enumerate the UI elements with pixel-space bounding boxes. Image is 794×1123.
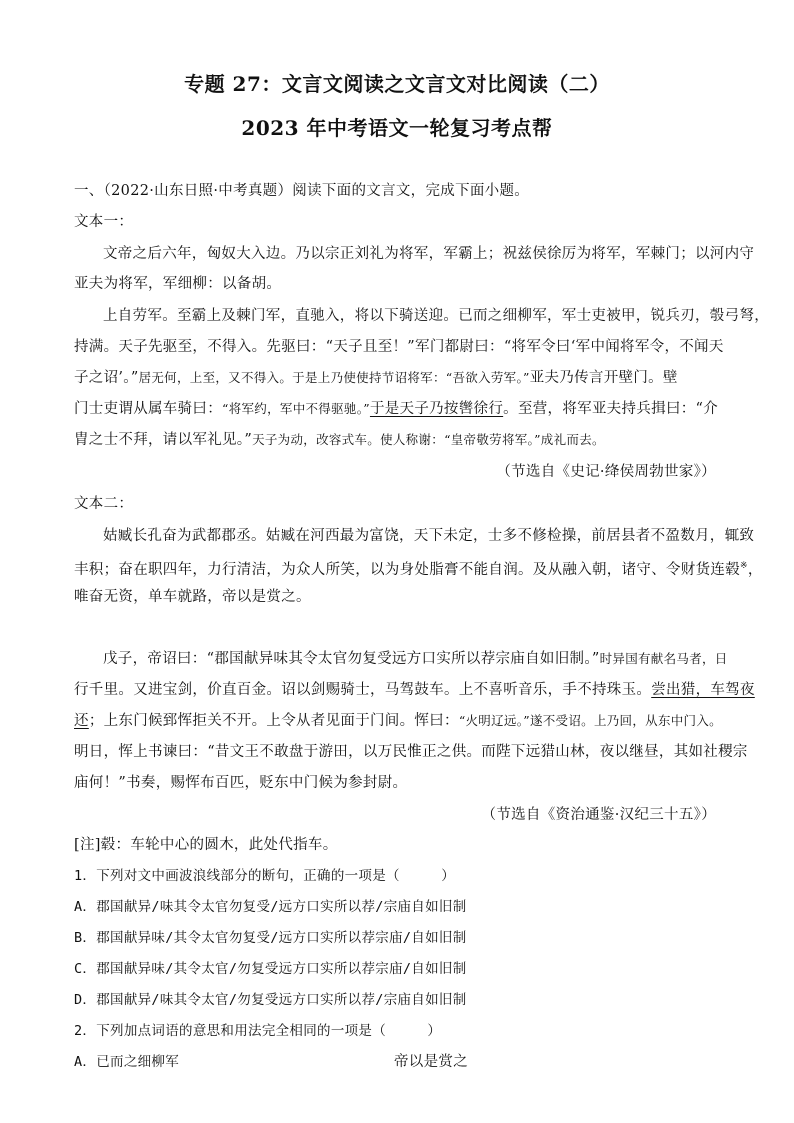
text2-p1-line2-end: ， — [747, 561, 763, 578]
question-2-stem — [74, 1021, 734, 1041]
text1-p2-line4-a: 门士吏谓从属车骑曰： — [74, 401, 222, 417]
annotation-note: [注]毂：车轮中心的圆木，此处代指车。 — [74, 837, 338, 853]
underlined-phrase-1: 尝出猎，车驾夜 — [651, 682, 755, 698]
text2-p1-line3: 唯奋无资，单车就路，帝以是赏之。 — [74, 589, 311, 605]
option-d-text: D．郡国献异/味其令太官/勿复受远方口实所以荐/宗庙自如旧制 — [74, 992, 467, 1008]
text1-p1-line2: 亚夫为将军，军细柳：以备胡。 — [74, 276, 282, 292]
text2-p2-line1-a: 戊子，帝诏曰： — [103, 651, 207, 667]
option-a-text: A．郡国献异/味其令太官勿复受/远方口实所以荐/宗庙自如旧制 — [74, 899, 467, 915]
text2-source: （节选自《资治通鉴·汉纪三十五》） — [481, 807, 716, 823]
text2-p2-line5 — [74, 773, 734, 793]
question-1-text: 1．下列对文中画波浪线部分的断句，正确的一项是（ ） — [74, 868, 456, 884]
text2-p2-line5-a: 庙何！” — [74, 775, 127, 791]
text2-p2-line1-c: 时异国有献名马者，日 — [599, 651, 728, 666]
text1-p2-line1: 上自劳军。至霸上及棘门军，直驰入，将以下骑送迎。已而之细柳军，军士吏被甲，锐兵刃，彀弓弩， — [103, 308, 769, 324]
text1-p2-line5-a: 胄之士不拜，请以军礼见。” — [74, 432, 253, 448]
text2-p2-line2 — [74, 680, 755, 700]
text1-p2-line3-d: 亚夫乃传言开壁门。壁 — [529, 370, 678, 386]
option-b-text: B．郡国献异味/其令太官勿复受/远方口实所以荐宗庙/自如旧制 — [74, 930, 467, 946]
text2-p1-line2 — [74, 556, 763, 580]
underlined-phrase-2: 还 — [74, 713, 89, 729]
text2-label: 文本二： — [74, 496, 134, 512]
text2-p1-line1: 姑臧长孔奋为武都郡丞。姑臧在河西最为富饶，天下未定，士多不修检操，前居县者不盈数月，辄致 — [103, 528, 755, 544]
wavy-sentence: “郡国献异味其令太官勿复受远方口实所以荐宗庙自如旧制。” — [206, 651, 600, 667]
question-1-option-b[interactable] — [74, 928, 734, 948]
text2-p1-line2-text: 丰积；奋在职四年，力行清洁，为众人所笑，以为身处脂膏不能自润。及从融入朝，诸守、令财货连毂 — [74, 561, 740, 578]
question-2-text: 2．下列加点词语的意思和用法完全相同的一项是（ ） — [74, 1023, 442, 1039]
text1-p1-line1: 文帝之后六年，匈奴大入边。乃以宗正刘礼为将军，军霸上；祝兹侯徐厉为将军，军棘门；以河内守 — [103, 246, 755, 262]
option-c-text: C．郡国献异味/其令太官/勿复受远方口实所以荐宗庙/自如旧制 — [74, 961, 467, 977]
text2-p2-line2-a: 行千里。又进宝剑，价直百金。诏以剑赐骑士，马驾鼓车。上不喜听音乐，手不持珠玉。 — [74, 682, 652, 698]
text2-p2-line5-b: 书奏，赐恽布百匹，贬东中门候为参封尉。 — [126, 775, 408, 791]
text2-p2-line3 — [74, 711, 734, 731]
question-1-option-a[interactable] — [74, 897, 734, 917]
note-mark: ※ — [740, 561, 748, 571]
underlined-sentence: 于是天子乃按辔徐行 — [369, 401, 504, 417]
question-2-option-a[interactable] — [74, 1052, 734, 1072]
text1-p2-line4-b: “将军约，军中不得驱驰。” — [222, 401, 370, 416]
text1-p2-line4-d: 。至营，将军亚夫持兵揖曰：“介 — [503, 401, 719, 417]
text1-p2-line2: 持满。天子先驱至，不得入。先驱曰：“天子且至！”军门都尉曰：“将军令曰‘军中闻将军令，不闻天 — [74, 339, 724, 355]
text1-p2-line3 — [74, 368, 734, 388]
question-1-stem — [74, 866, 734, 886]
text1-p2-line3-b: 居无何，上至，又不得入。于是上乃使使持节诏将军： — [138, 370, 446, 385]
text2-p2-line3-c: “火明辽远。”遂不受诏。上乃回，从东中门入。 — [458, 713, 722, 728]
text1-p2-line5-b: 天子为动，改容式车。使人称谢：“皇帝敬劳将军。”成礼而去。 — [252, 432, 605, 447]
text2-p2-line4: 明日，恽上书谏曰：“昔文王不敢盘于游田，以万民惟正之供。而陛下远猎山林，夜以继昼，其如社稷宗 — [74, 744, 748, 760]
q2-option-a-right: 帝以是赏之 — [394, 1054, 468, 1070]
question-intro: 一、（2022·山东日照·中考真题）阅读下面的文言文，完成下面小题。 — [74, 183, 530, 199]
question-1-option-c[interactable] — [74, 959, 734, 979]
text1-p2-line3-c: “吾欲入劳军。” — [445, 370, 530, 385]
text1-p2-line3-a: 子之诏’。” — [74, 370, 139, 386]
text1-label: 文本一： — [74, 214, 134, 230]
document-subtitle: 2023 年中考语文一轮复习考点帮 — [241, 116, 553, 140]
q2-option-a-left: A．已而之细柳军 — [74, 1054, 180, 1070]
text1-p2-line5 — [74, 430, 734, 450]
question-1-option-d[interactable] — [74, 990, 734, 1010]
text2-p2-line3-b: ；上东门候郅恽拒关不开。上令从者见面于门间。恽曰： — [88, 713, 459, 729]
document-title: 专题 27：文言文阅读之文言文对比阅读（二） — [184, 72, 610, 96]
text2-p2-line1 — [103, 649, 763, 669]
text1-source: （节选自《史记·绛侯周勃世家》） — [496, 464, 716, 480]
text1-p2-line4 — [74, 399, 734, 419]
